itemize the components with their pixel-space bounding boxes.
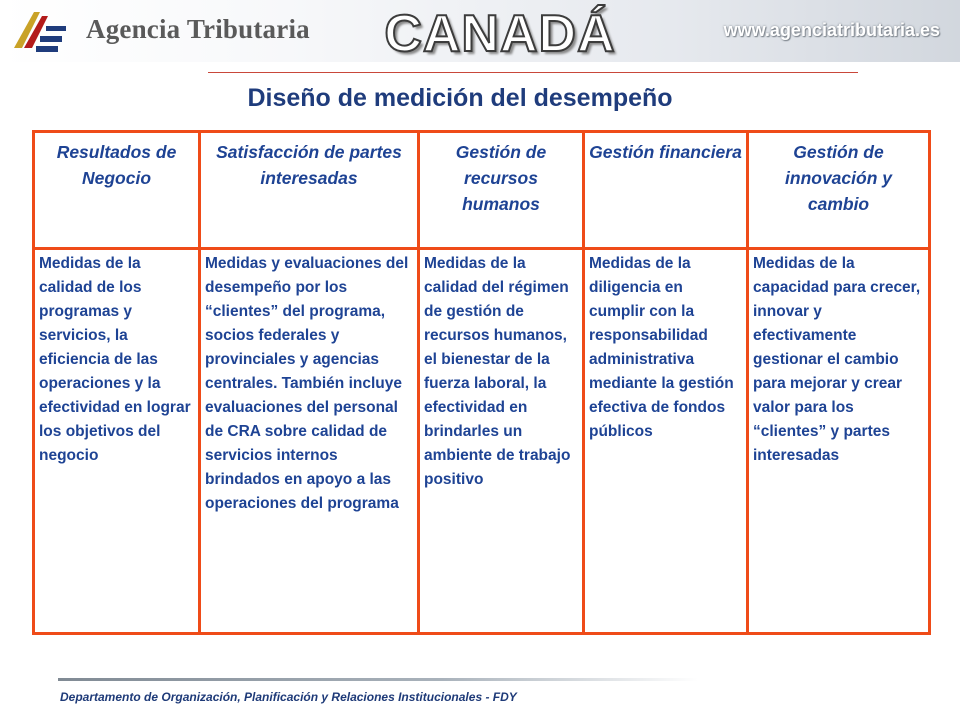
header-cell-innovacion: Gestión de innovación y cambio <box>748 132 930 249</box>
title-underline <box>208 72 858 73</box>
header-cell-financiera: Gestión financiera <box>584 132 748 249</box>
table-header-row <box>34 132 930 249</box>
body-cell-satisfaccion: Medidas y evaluaciones del desempeño por los “clientes” del programa, socios federales y provinciales y agencias centrales. También incluye evaluaciones del personal de CRA sobre calidad de servicios internos brindados en apoyo a las operaciones del programa <box>200 249 419 634</box>
body-cell-resultados: Medidas de la calidad de los programas y servicios, la eficiencia de las operaciones y la efectividad en lograr los objetivos del negocio <box>34 249 200 634</box>
body-cell-recursos-humanos: Medidas de la calidad del régimen de gestión de recursos humanos, el bienestar de la fuerza laboral, la efectividad en brindarles un ambiente de trabajo positivo <box>419 249 584 634</box>
agency-name: Agencia Tributaria <box>86 14 310 44</box>
website-url: www.agenciatributaria.es <box>723 20 940 40</box>
header-cell-recursos-humanos: Gestión de recursos humanos <box>419 132 584 249</box>
body-cell-innovacion: Medidas de la capacidad para crecer, innovar y efectivamente gestionar el cambio para mejorar y crear valor para los “clientes” y partes interesadas <box>748 249 930 634</box>
page-title: CANADÁ <box>384 5 616 63</box>
header-band <box>0 0 960 62</box>
agencia-tributaria-logo-icon <box>10 8 70 56</box>
body-cell-financiera: Medidas de la diligencia en cumplir con la responsabilidad administrativa mediante la gestión efectiva de fondos públicos <box>584 249 748 634</box>
header-cell-resultados: Resultados de Negocio <box>34 132 200 249</box>
measurement-table <box>32 130 931 635</box>
header-cell-satisfaccion: Satisfacción de partes interesadas <box>200 132 419 249</box>
footer-text: Departamento de Organización, Planificación y Relaciones Institucionales - FDY <box>60 690 517 704</box>
footer-divider <box>58 678 698 681</box>
slide-subtitle: Diseño de medición del desempeño <box>247 84 673 112</box>
table-row <box>34 249 930 634</box>
